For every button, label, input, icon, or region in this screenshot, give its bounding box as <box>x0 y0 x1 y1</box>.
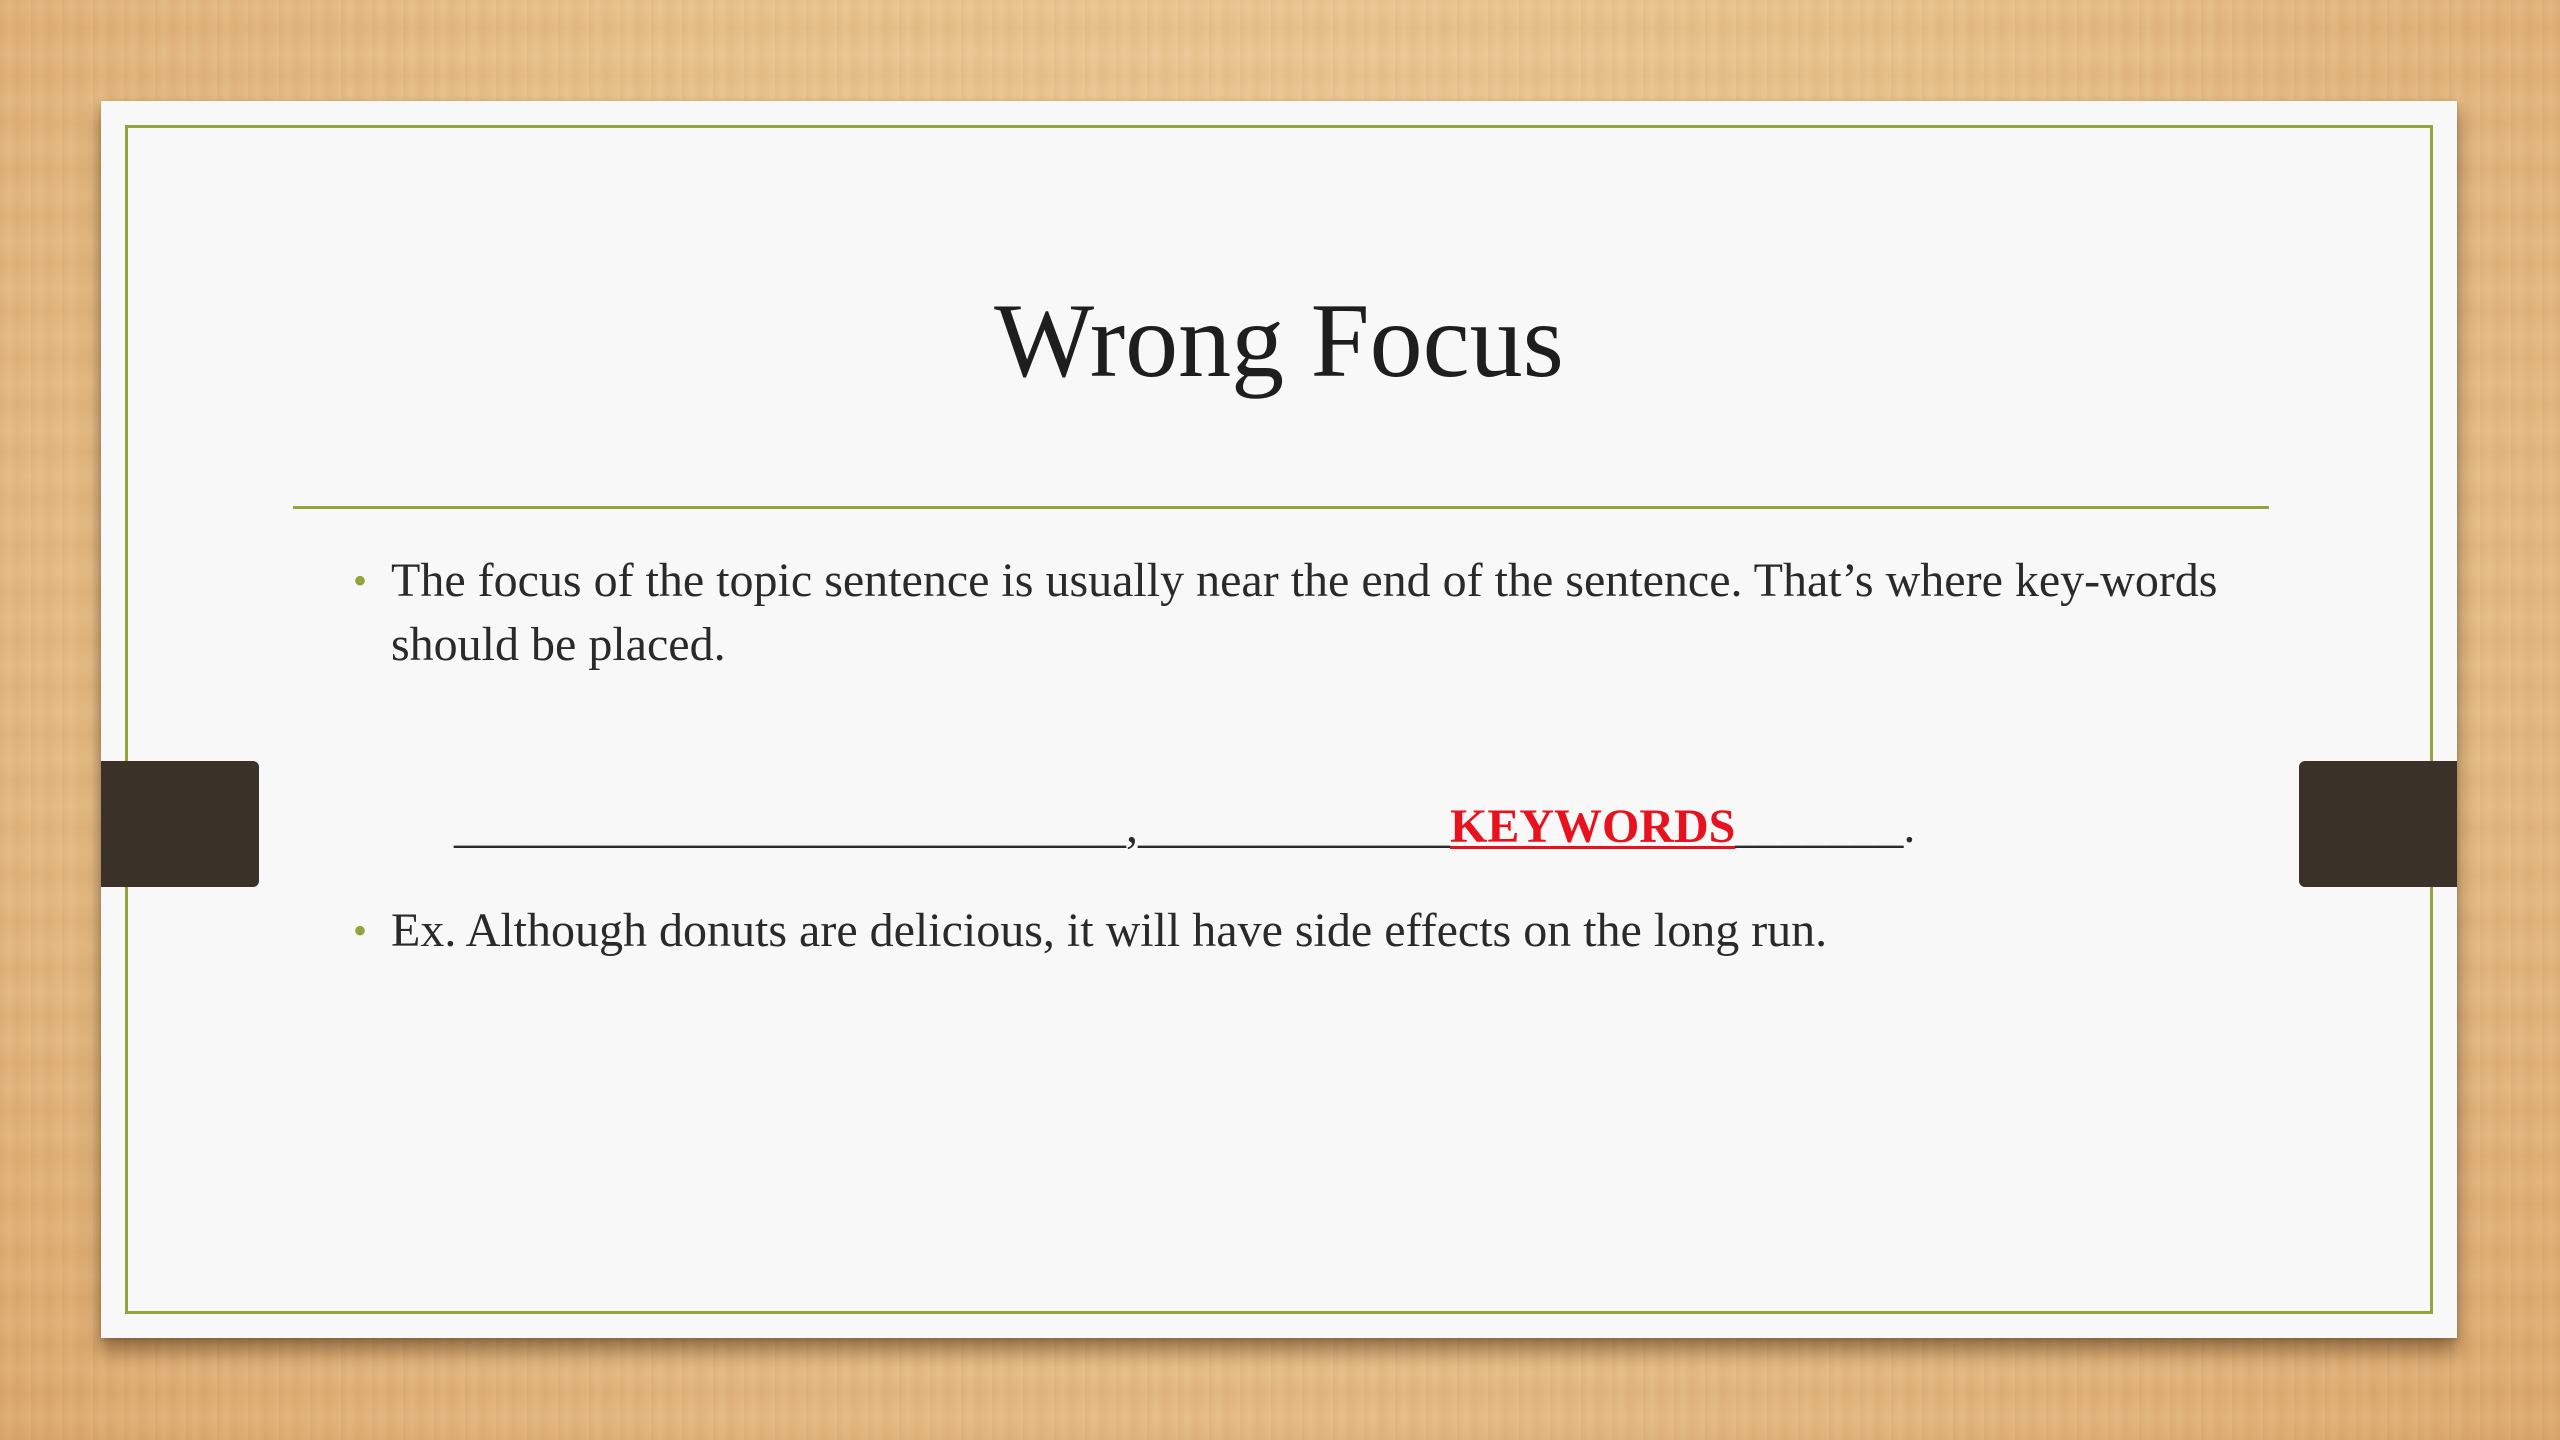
bullet-item <box>353 549 2351 677</box>
bullet-dot-icon: • <box>353 908 368 953</box>
title-divider <box>293 506 2269 509</box>
left-binder-clip <box>101 761 259 887</box>
template-blank-second: _____________ <box>1138 800 1450 853</box>
slide-title: Wrong Focus <box>994 282 1564 399</box>
right-binder-clip <box>2299 761 2457 887</box>
bullet-text: Ex. Although donuts are delicious, it will have side effects on the long run. <box>391 904 1828 957</box>
keywords-label: KEYWORDS <box>1450 800 1736 853</box>
fill-in-template-line <box>454 795 1915 859</box>
bullet-dot-icon: • <box>353 558 368 603</box>
slide <box>101 101 2457 1338</box>
bullet-text: The focus of the topic sentence is usually near the end of the sentence. That’s where key-words should be placed. <box>391 554 2218 671</box>
template-blank-first: ____________________________, <box>454 800 1138 853</box>
bullet-item <box>353 899 2351 963</box>
template-blank-third: _______. <box>1735 800 1916 853</box>
